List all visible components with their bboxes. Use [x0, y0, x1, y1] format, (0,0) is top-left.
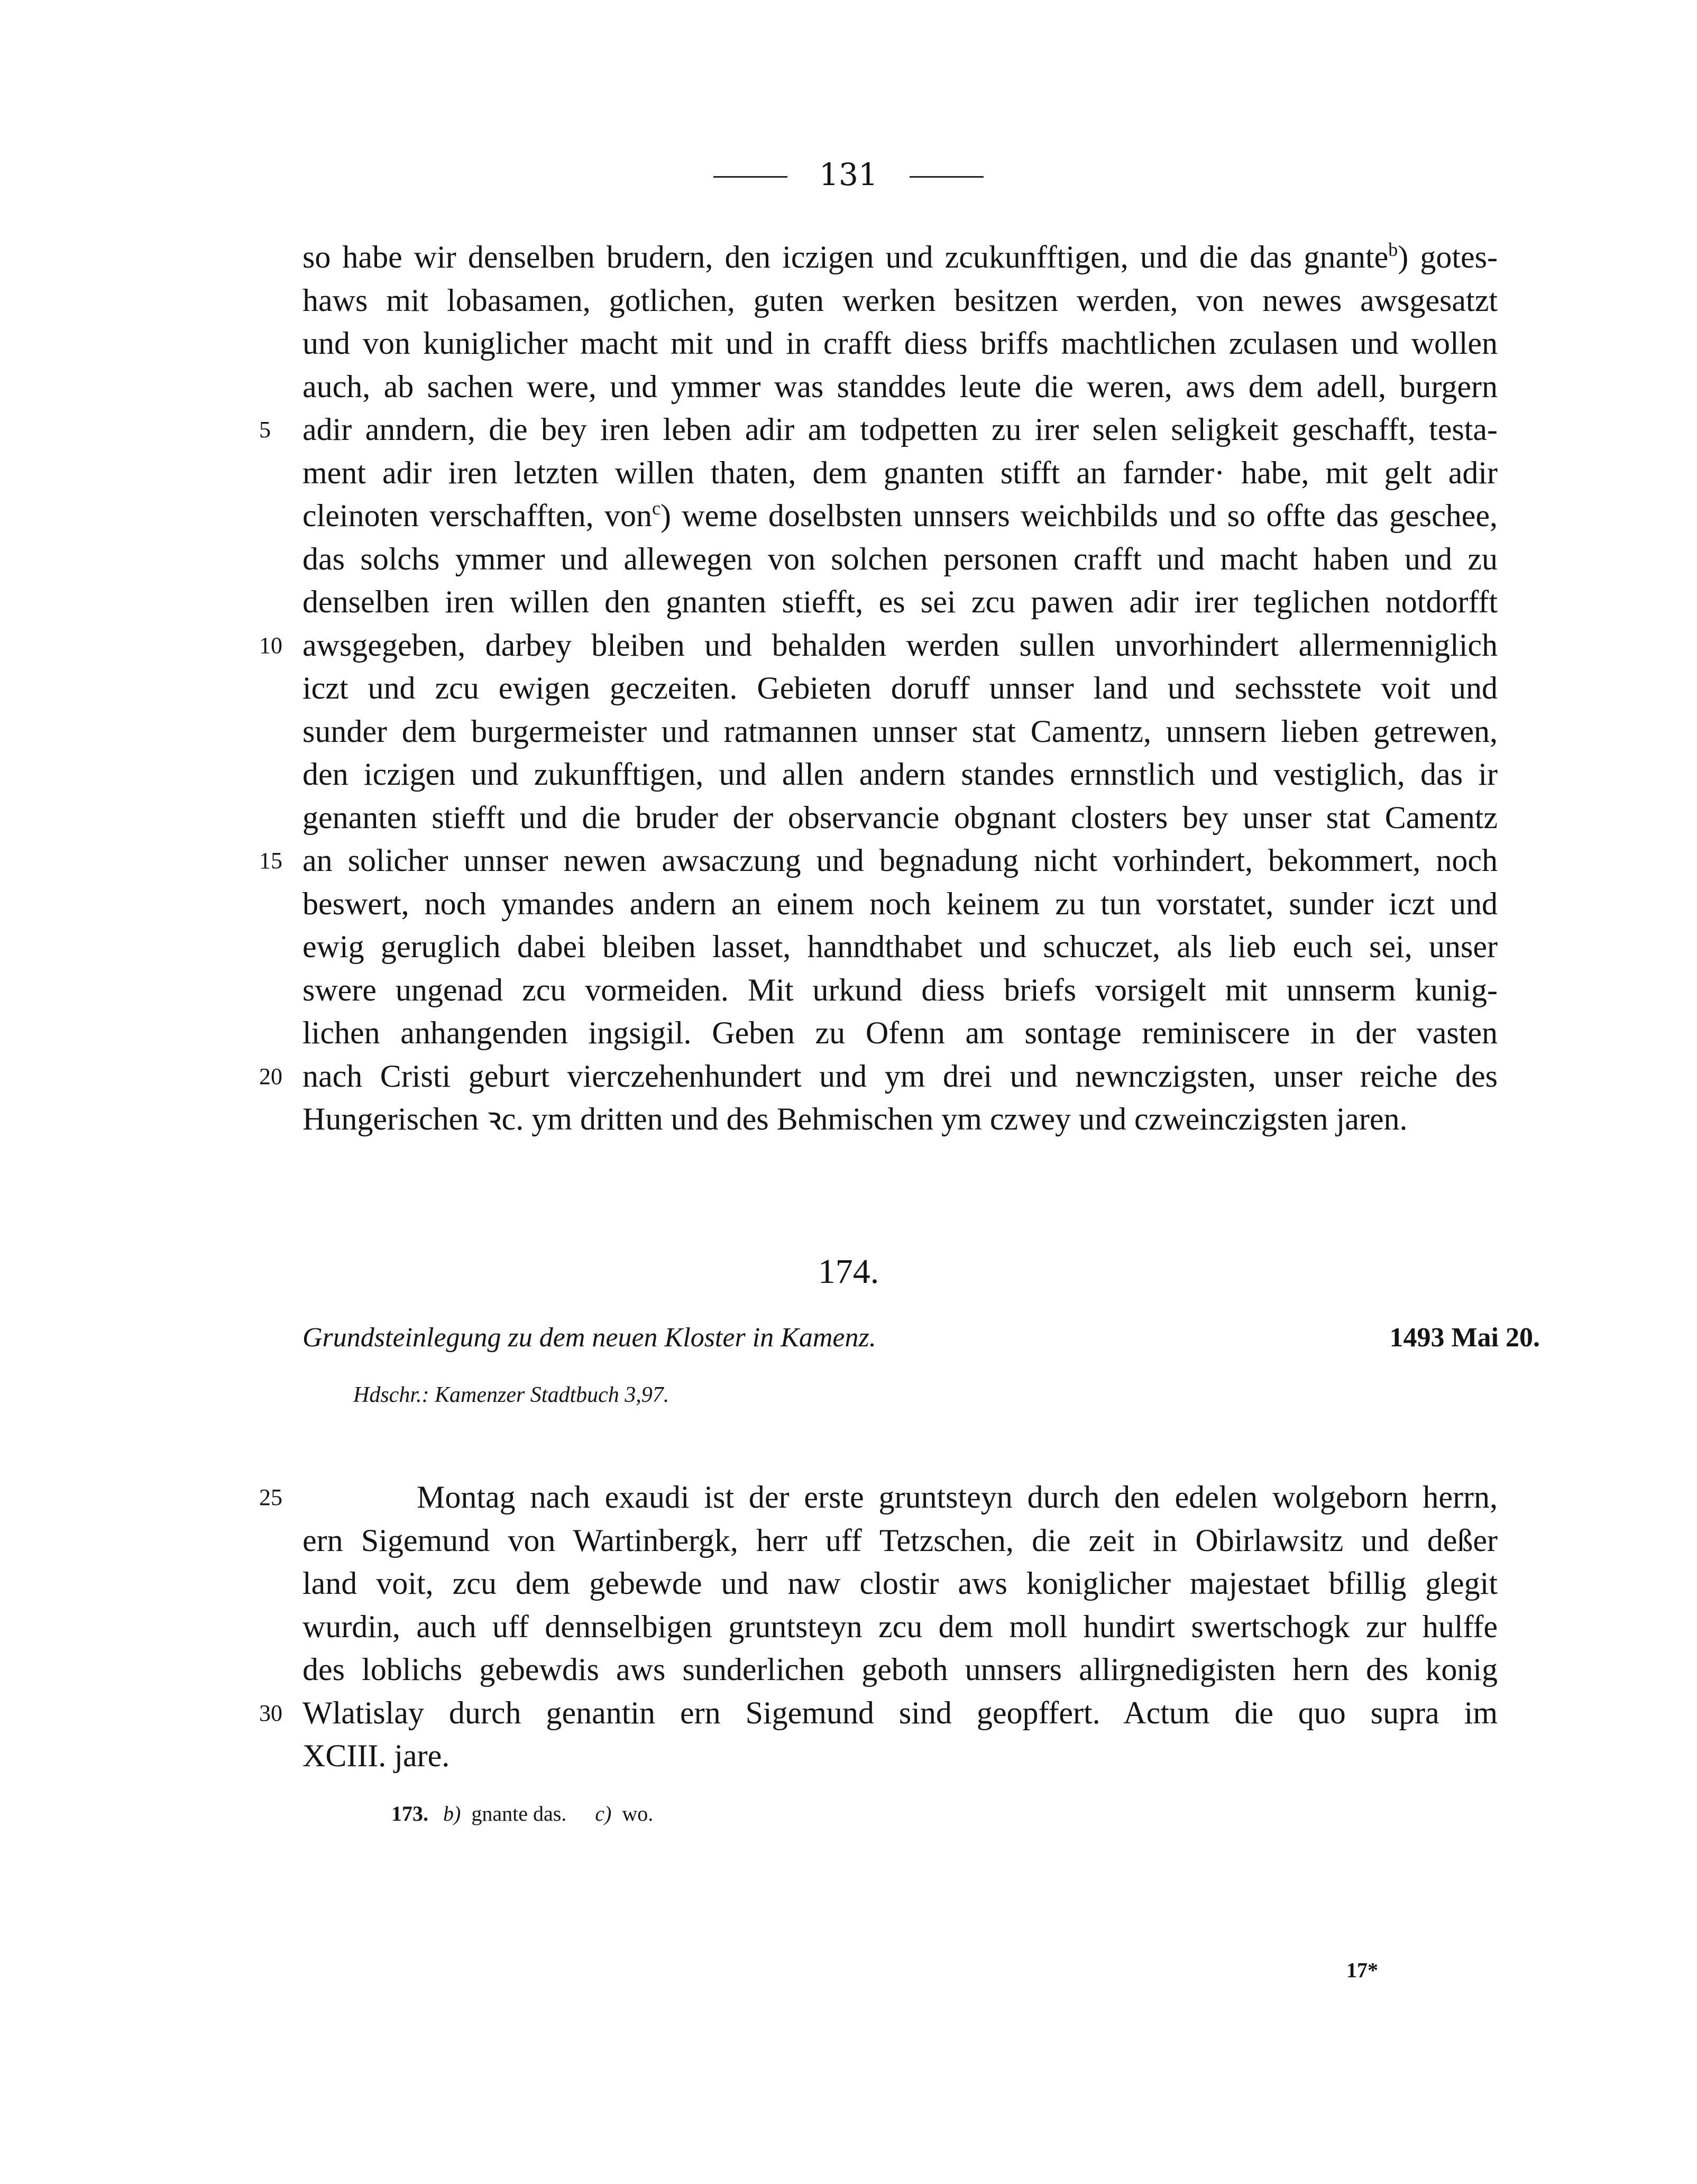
- running-header: [0, 153, 1697, 196]
- line-text: den iczigen und zukunfftigen, und allen andern standes ernnstlich und vestiglich, das ir: [302, 757, 1498, 792]
- line-text: land voit, zcu dem gebewde und naw clostir aws koniglicher majestaet bfillig glegit: [302, 1566, 1498, 1601]
- line-text: lichen anhangenden ingsigil. Geben zu Ofenn am sontage reminiscere in der vasten: [302, 1015, 1498, 1050]
- text-line: [302, 753, 1498, 796]
- line-text: genanten stiefft und die bruder der observancie obgnant closters bey unser stat Camentz: [302, 800, 1498, 835]
- line-text: ) weme doselbsten unnsers weichbilds und so offte das geschee,: [660, 498, 1498, 533]
- text-line: [302, 452, 1498, 495]
- line-text: cleinoten verschafften, von: [302, 498, 652, 533]
- text-block-document-173: [259, 236, 1498, 1141]
- line-text: und von kuniglicher macht mit und in crafft diess briffs machtlichen zculasen und wollen: [302, 326, 1498, 361]
- line-text: das solchs ymmer und allewegen von solchen personen crafft und macht haben und zu: [302, 541, 1498, 576]
- line-text: an solicher unnser newen awsaczung und begnadung nicht vorhindert, bekommert, noch: [302, 843, 1498, 878]
- text-line: [302, 322, 1498, 365]
- line-number: 10: [259, 632, 282, 658]
- text-line: [259, 839, 1498, 883]
- page-number: 131: [819, 157, 878, 192]
- text-line: [302, 1648, 1498, 1692]
- text-line: [259, 1692, 1498, 1735]
- line-number: 5: [259, 417, 271, 443]
- line-text: beswert, noch ymandes andern an einem noch keinem zu tun vorstatet, sunder iczt und: [302, 886, 1498, 921]
- line-number: 30: [259, 1700, 282, 1726]
- text-line: [302, 1735, 1498, 1778]
- text-line: [259, 624, 1498, 667]
- line-text: XCIII. jare.: [302, 1738, 450, 1773]
- line-text: denselben iren willen den gnanten stiefft, es sei zcu pawen adir irer teglichen notdorfft: [302, 584, 1498, 619]
- line-text: Wlatislay durch genantin ern Sigemund sind geopffert. Actum die quo supra im: [302, 1695, 1498, 1730]
- text-line: [302, 1098, 1498, 1141]
- line-text: ern Sigemund von Wartinbergk, herr uff Tetzschen, die zeit in Obirlawsitz und deßer: [302, 1522, 1498, 1558]
- text-line: [302, 1562, 1498, 1605]
- line-text: wurdin, auch uff dennselbigen gruntsteyn zcu dem moll hundirt swertschogk zur hulffe: [302, 1609, 1498, 1644]
- text-line: [302, 236, 1498, 279]
- text-line: [302, 538, 1498, 581]
- footnote-text: wo.: [622, 1802, 654, 1825]
- document-number: 174.: [818, 1252, 879, 1291]
- regest-title: Grundsteinlegung zu dem neuen Kloster in Kamenz.: [302, 1323, 876, 1353]
- footnote-ref: 173.: [391, 1802, 428, 1825]
- footnote-letter: c): [595, 1802, 612, 1825]
- header-rule-right: [910, 176, 984, 178]
- text-line: [302, 710, 1498, 754]
- text-block-document-174: [259, 1476, 1498, 1778]
- text-line: [302, 883, 1498, 926]
- text-line: [259, 408, 1498, 452]
- line-text: Hungerischen ꝛc. ym dritten und des Behmischen ym czwey und czweinczigsten jaren.: [302, 1102, 1408, 1136]
- text-line: [302, 279, 1498, 323]
- line-text: adir anndern, die bey iren leben adir am todpetten zu irer selen seligkeit geschafft, testa-: [302, 412, 1498, 447]
- line-text: Montag nach exaudi ist der erste gruntsteyn durch den edelen wolgeborn herrn,: [417, 1480, 1498, 1515]
- line-text: ) gotes-: [1398, 240, 1498, 274]
- footnote-text: gnante das.: [471, 1802, 567, 1825]
- line-number: 25: [259, 1484, 282, 1510]
- line-text: awsgegeben, darbey bleiben und behalden werden sullen unvorhindert allermenniglich: [302, 627, 1498, 663]
- text-line: [302, 365, 1498, 409]
- line-text: auch, ab sachen were, und ymmer was standdes leute die weren, aws dem adell, burgern: [302, 369, 1498, 404]
- source-note: Hdschr.: Kamenzer Stadtbuch 3,97.: [353, 1383, 669, 1407]
- regest-date: 1493 Mai 20.: [1389, 1323, 1540, 1353]
- text-line: [259, 1476, 1498, 1519]
- text-line: [302, 1605, 1498, 1649]
- text-line: [302, 796, 1498, 840]
- text-line: [302, 1519, 1498, 1563]
- signature-mark: 17*: [1346, 1958, 1378, 1982]
- text-line: [302, 925, 1498, 969]
- text-line: [302, 969, 1498, 1012]
- text-line: [302, 494, 1498, 538]
- footnotes: [391, 1798, 676, 1830]
- footnote-marker: b: [1388, 239, 1398, 260]
- text-line: [302, 667, 1498, 710]
- header-rule-left: [713, 176, 787, 178]
- line-text: iczt und zcu ewigen geczeiten. Gebieten doruff unnser land und sechsstete voit und: [302, 671, 1498, 705]
- line-text: so habe wir denselben brudern, den iczigen und zcukunfftigen, und die das gnante: [302, 240, 1389, 274]
- line-text: nach Cristi geburt vierczehenhundert und ym drei und newnczigsten, unser reiche des: [302, 1058, 1498, 1094]
- line-text: ewig geruglich dabei bleiben lasset, hanndthabet und schuczet, als lieb euch sei, unser: [302, 929, 1498, 964]
- line-text: swere ungenad zcu vormeiden. Mit urkund diess briefs vorsigelt mit unnserm kunig-: [302, 972, 1498, 1007]
- line-text: ment adir iren letzten willen thaten, dem gnanten stifft an farnder· habe, mit gelt adir: [302, 455, 1498, 490]
- footnote-letter: b): [443, 1802, 461, 1825]
- line-text: sunder dem burgermeister und ratmannen unnser stat Camentz, unnsern lieben getrewen,: [302, 713, 1498, 749]
- text-line: [302, 581, 1498, 624]
- line-number: 20: [259, 1063, 282, 1089]
- line-text: des loblichs gebewdis aws sunderlichen geboth unnsers allirgnedigisten hern des konig: [302, 1652, 1498, 1687]
- line-text: haws mit lobasamen, gotlichen, guten werken besitzen werden, von newes awsgesatzt: [302, 282, 1498, 318]
- line-number: 15: [259, 848, 282, 874]
- regest-line: [302, 1318, 1540, 1358]
- text-line: [302, 1012, 1498, 1055]
- footnote-marker: c: [652, 498, 661, 519]
- text-line: [259, 1055, 1498, 1098]
